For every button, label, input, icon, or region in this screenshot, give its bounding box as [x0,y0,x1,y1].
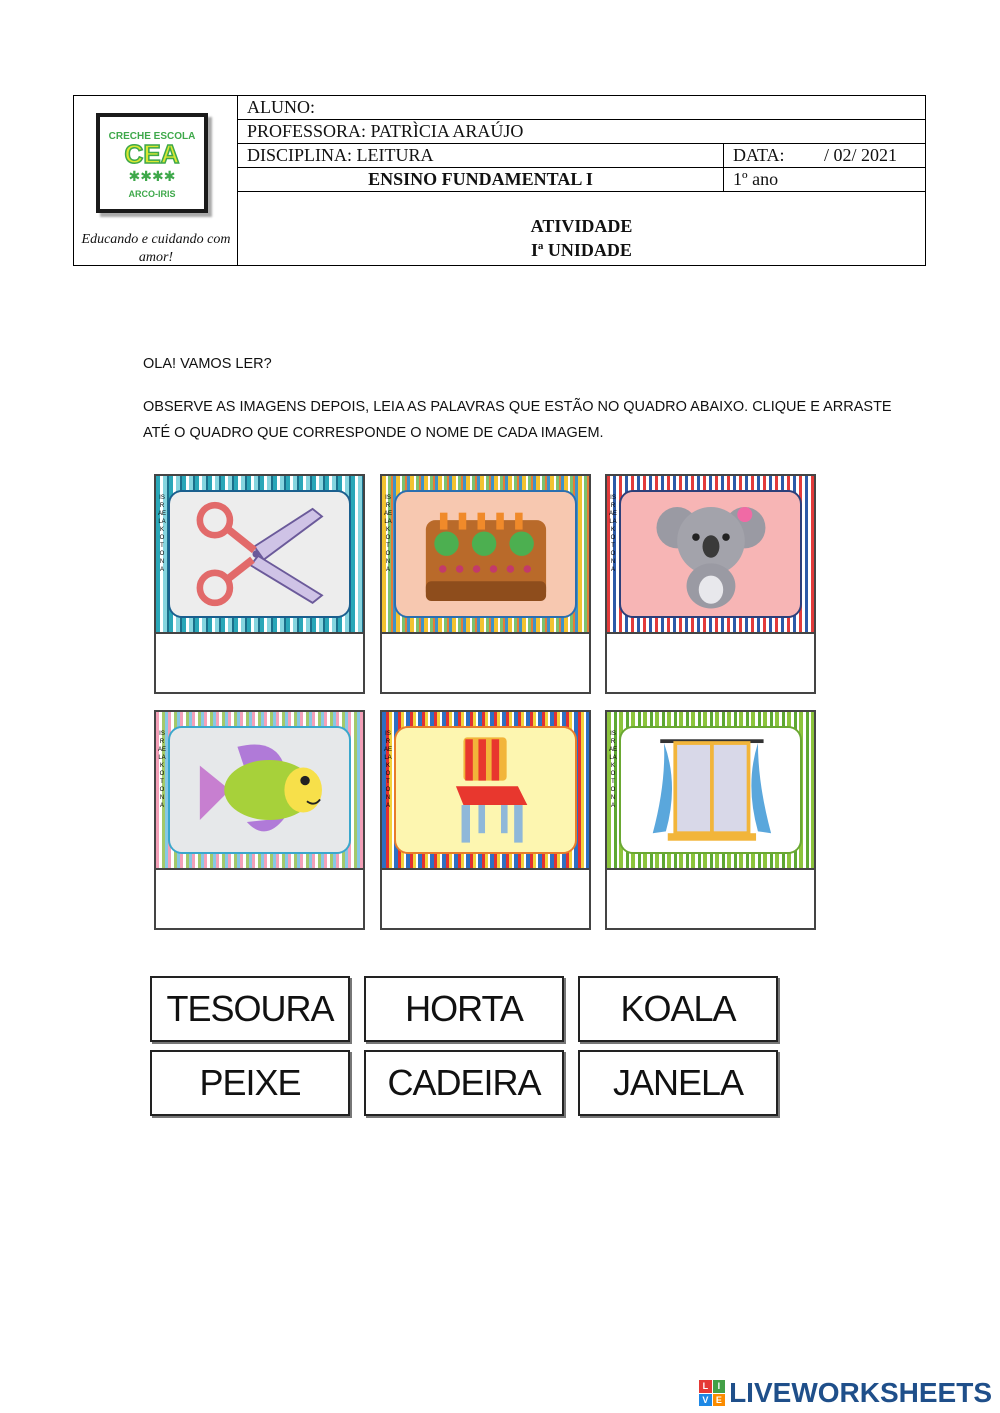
window-icon [621,728,800,852]
picture-card-koala [605,474,816,694]
aluno-label: ALUNO: [247,97,315,117]
word-tile-koala[interactable]: KOALA [578,976,778,1042]
grade-text: 1º ano [733,169,779,189]
credit-text: ISRAELA KOTONA [384,495,393,573]
chair-icon [396,728,575,852]
liveworksheets-logo [699,1377,992,1409]
aluno-row [238,96,925,120]
credit-text: ISRAELA KOTONA [384,731,393,809]
greeting-text: OLA! VAMOS LER? [143,356,272,372]
picture-card-fish [154,710,365,930]
live-badge-icon: L I V E [699,1380,725,1406]
logo-top-text: CRECHE ESCOLA [108,131,196,142]
answer-drop-zone[interactable] [154,634,365,694]
credit-text: ISRAELA KOTONA [158,731,167,809]
date-label: DATA: [733,145,785,165]
answer-drop-zone[interactable] [154,870,365,930]
disciplina-row [238,144,925,168]
school-logo [96,113,208,213]
word-tile-peixe[interactable]: PEIXE [150,1050,350,1116]
school-motto: Educando e cuidando com amor! [81,232,231,265]
picture-frame [605,710,816,870]
answer-drop-zone[interactable] [380,634,591,694]
logo-bottom-text: ARCO-IRIS [128,189,176,199]
svg-text:✱✱✱✱: ✱✱✱✱ [128,168,176,184]
picture-frame [154,710,365,870]
picture-frame [380,474,591,634]
answer-drop-zone[interactable] [605,870,816,930]
credit-text: ISRAELA KOTONA [609,495,618,573]
picture-card-window [605,710,816,930]
answer-drop-zone[interactable] [380,870,591,930]
picture-card-scissors [154,474,365,694]
picture-card-garden [380,474,591,694]
word-tile-cadeira[interactable]: CADEIRA [364,1050,564,1116]
picture-frame [154,474,365,634]
picture-frame [605,474,816,634]
disciplina-text: DISCIPLINA: LEITURA [247,145,434,165]
brand-name: LIVEWORKSHEETS [729,1377,992,1408]
professora-row [238,120,925,144]
koala-icon [621,492,800,616]
scissors-icon [170,492,349,616]
logo-cell [74,96,238,265]
picture-frame [380,710,591,870]
date-value: / 02/ 2021 [824,145,898,165]
picture-card-chair [380,710,591,930]
worksheet-header [73,95,926,266]
word-tile-tesoura[interactable]: TESOURA [150,976,350,1042]
answer-drop-zone[interactable] [605,634,816,694]
activity-title [238,214,925,262]
credit-text: ISRAELA KOTONA [609,731,618,809]
unidade-heading: Iª UNIDADE [531,240,632,260]
task-instructions: OBSERVE AS IMAGENS DEPOIS, LEIA AS PALAVRAS QUE ESTÃO NO QUADRO ABAIXO. CLIQUE E ARRASTE ATÉ O QUADRO QUE CORRESPONDE O NOME DE CADA IMAGEM. [143,399,892,441]
word-tile-horta[interactable]: HORTA [364,976,564,1042]
vegetable-garden-icon [396,492,575,616]
logo-main-text: CEA [124,139,180,169]
ensino-text: ENSINO FUNDAMENTAL I [368,169,593,189]
fish-icon [170,728,349,852]
ensino-row [238,168,925,192]
atividade-heading: ATIVIDADE [530,216,633,236]
professora-text: PROFESSORA: PATRÌCIA ARAÚJO [247,121,524,141]
credit-text: ISRAELA KOTONA [158,495,167,573]
word-tile-janela[interactable]: JANELA [578,1050,778,1116]
